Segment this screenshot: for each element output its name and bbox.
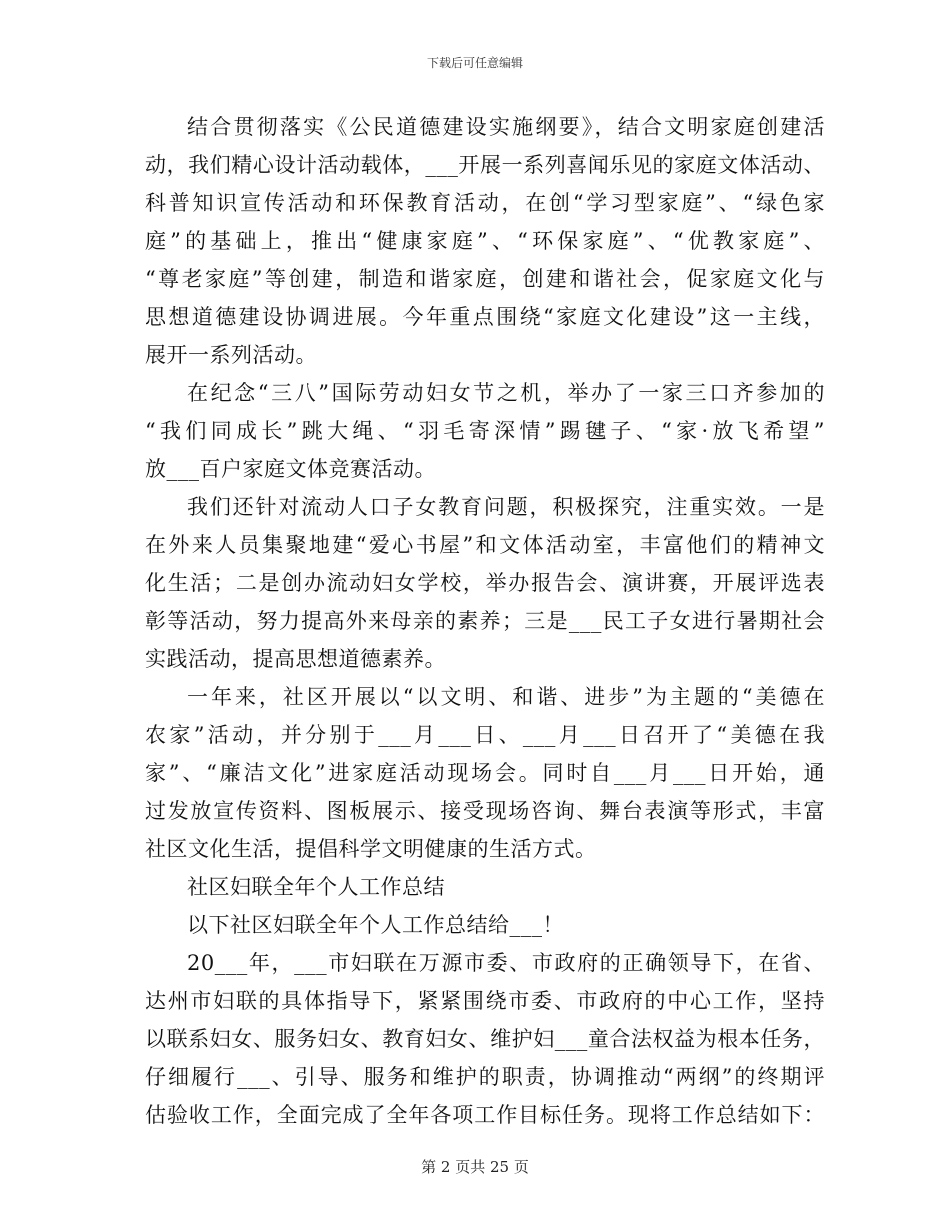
text-line: 以下社区妇联全年个人工作总结给___！ <box>187 913 564 937</box>
text-line: 结合贯彻落实《公民道德建设实施纲要》，结合文明家庭创建活 <box>187 115 825 139</box>
text-line: 20___年，___市妇联在万源市委、市政府的正确领导下，在省、 <box>187 951 825 975</box>
text-line: 放___百户家庭文体竞赛活动。 <box>145 457 436 481</box>
text-line: 彰等活动，努力提高外来母亲的素养；三是___民工子女进行暑期社会 <box>145 609 825 633</box>
text-line: 在外来人员集聚地建“爱心书屋”和文体活动室，丰富他们的精神文 <box>145 533 825 557</box>
text-line: 庭”的基础上，推出“健康家庭”、“环保家庭”、“优教家庭”、 <box>145 229 825 253</box>
document-body <box>145 108 825 1134</box>
text-line: 仔细履行___、引导、服务和维护的职责，协调推动“两纲”的终期评 <box>145 1065 825 1089</box>
text-line: “我们同成长”跳大绳、“羽毛寄深情”踢毽子、“家·放飞希望” <box>145 419 825 443</box>
text-line: 过发放宣传资料、图板展示、接受现场咨询、舞台表演等形式，丰富 <box>145 799 825 823</box>
text-line: 我们还针对流动人口子女教育问题，积极探究，注重实效。一是 <box>187 495 825 519</box>
text-line: 思想道德建设协调进展。今年重点围绕“家庭文化建设”这一主线， <box>145 305 825 329</box>
page-number: 第 2 页共 25 页 <box>421 1158 529 1176</box>
section-heading: 社区妇联全年个人工作总结 <box>187 875 445 899</box>
text-line: 社区文化生活，提倡科学文明健康的生活方式。 <box>145 837 597 861</box>
text-line: 化生活；二是创办流动妇女学校，举办报告会、演讲赛，开展评选表 <box>145 571 825 595</box>
text-line: 达州市妇联的具体指导下，紧紧围绕市委、市政府的中心工作，坚持 <box>145 989 825 1013</box>
text-line: 一年来，社区开展以“以文明、和谐、进步”为主题的“美德在 <box>187 685 825 709</box>
text-line: 实践活动，提高思想道德素养。 <box>145 647 446 671</box>
text-line: “尊老家庭”等创建，制造和谐家庭，创建和谐社会，促家庭文化与 <box>145 267 825 291</box>
text-line: 科普知识宣传活动和环保教育活动，在创“学习型家庭”、“绿色家 <box>145 191 825 215</box>
text-line: 展开一系列活动。 <box>145 343 317 367</box>
text-line: 农家”活动，并分别于___月___日、___月___日召开了“美德在我 <box>145 723 825 747</box>
text-line: 以联系妇女、服务妇女、教育妇女、维护妇___童合法权益为根本任务， <box>145 1027 825 1051</box>
page-header: 下载后可任意编辑 <box>426 56 523 70</box>
text-line: 动，我们精心设计活动载体，___开展一系列喜闻乐见的家庭文体活动、 <box>145 153 825 177</box>
text-line: 估验收工作，全面完成了全年各项工作目标任务。现将工作总结如下： <box>145 1103 825 1127</box>
text-line: 在纪念“三八”国际劳动妇女节之机，举办了一家三口齐参加的 <box>187 381 825 405</box>
text-line: 家”、“廉洁文化”进家庭活动现场会。同时自___月___日开始，通 <box>145 761 825 785</box>
